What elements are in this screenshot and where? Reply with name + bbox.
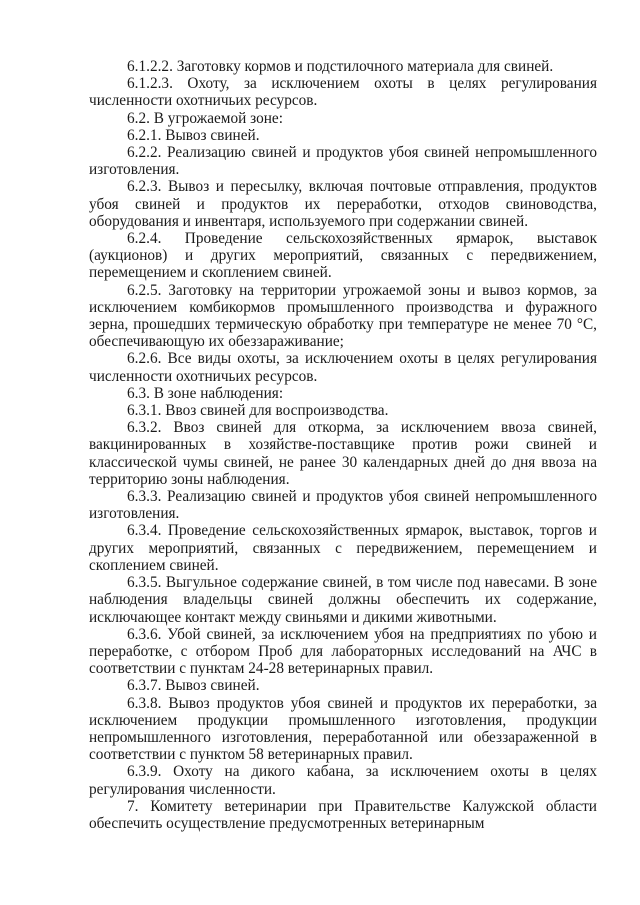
paragraph-6-3-1: 6.3.1. Ввоз свиней для воспроизводства.: [127, 402, 389, 420]
paragraph-6-3: 6.3. В зоне наблюдения:: [127, 384, 284, 402]
paragraph-6-3-7: 6.3.7. Вывоз свиней.: [127, 677, 260, 695]
document-page: [89, 58, 597, 832]
paragraph-6-3-5: 6.3.5. Выгульное содержание свиней, в том числе под навесами. В зоне наблюдения владельцы свиней должны обеспечить их содержание, исключающее контакт между свиньями и дикими животными.: [89, 574, 597, 626]
paragraph-6-2: 6.2. В угрожаемой зоне:: [127, 109, 283, 127]
paragraph-6-1-2-2: 6.1.2.2. Заготовку кормов и подстилочного материала для свиней.: [127, 58, 554, 75]
paragraph-6-3-2: 6.3.2. Ввоз свиней для откорма, за исключением ввоза свиней, вакцинированных в хозяйстве-поставщике против рожи свиней и классической чумы свиней, не ранее 30 календарных дней до дня ввоза на территорию зоны наблюдения.: [89, 419, 597, 488]
paragraph-6-3-4: 6.3.4. Проведение сельскохозяйственных ярмарок, выставок, торгов и других мероприятий, связанных с передвижением, перемещением и скоплением свиней.: [89, 522, 597, 574]
paragraph-6-3-8: 6.3.8. Вывоз продуктов убоя свиней и продуктов их переработки, за исключением продукции промышленного изготовления, продукции непромышленного изготовления, переработанной или обеззараженной в соответствии с пунктом 58 ветеринарных правил.: [89, 694, 597, 764]
paragraph-6-2-6: 6.2.6. Все виды охоты, за исключением охоты в целях регулирования численности охотничьих ресурсов.: [89, 350, 597, 385]
paragraph-6-2-1: 6.2.1. Вывоз свиней.: [127, 126, 260, 144]
paragraph-6-2-3: 6.2.3. Вывоз и пересылку, включая почтовые отправления, продуктов убоя свиней и продуктов их переработки, отходов свиноводства, оборудования и инвентаря, используемого при содержании свиней.: [89, 178, 597, 230]
paragraph-6-2-4: 6.2.4. Проведение сельскохозяйственных ярмарок, выставок (аукционов) и других мероприятий, связанных с передвижением, перемещением и скоплением свиней.: [89, 230, 597, 282]
paragraph-6-2-5: 6.2.5. Заготовку на территории угрожаемой зоны и вывоз кормов, за исключением комбикормов промышленного производства и фуражного зерна, прошедших термическую обработку при температуре не менее 70 °C, обеспечивающую их обеззараживание;: [89, 281, 597, 351]
paragraph-6-3-6: 6.3.6. Убой свиней, за исключением убоя на предприятиях по убою и переработке, с отбором Проб для лабораторных исследований на АЧС в соответствии с пунктам 24-28 ветеринарных правил.: [89, 625, 597, 678]
paragraph-7: 7. Комитету ветеринарии при Правительстве Калужской области обеспечить осуществление предусмотренных ветеринарным: [89, 797, 597, 832]
paragraph-6-3-9: 6.3.9. Охоту на дикого кабана, за исключением охоты в целях регулирования численности.: [89, 763, 597, 798]
paragraph-6-3-3: 6.3.3. Реализацию свиней и продуктов убоя свиней непромышленного изготовления.: [89, 488, 597, 523]
paragraph-6-1-2-3: 6.1.2.3. Охоту, за исключением охоты в целях регулирования численности охотничьих ресурсов.: [89, 75, 597, 110]
paragraph-6-2-2: 6.2.2. Реализацию свиней и продуктов убоя свиней непромышленного изготовления.: [89, 144, 597, 179]
